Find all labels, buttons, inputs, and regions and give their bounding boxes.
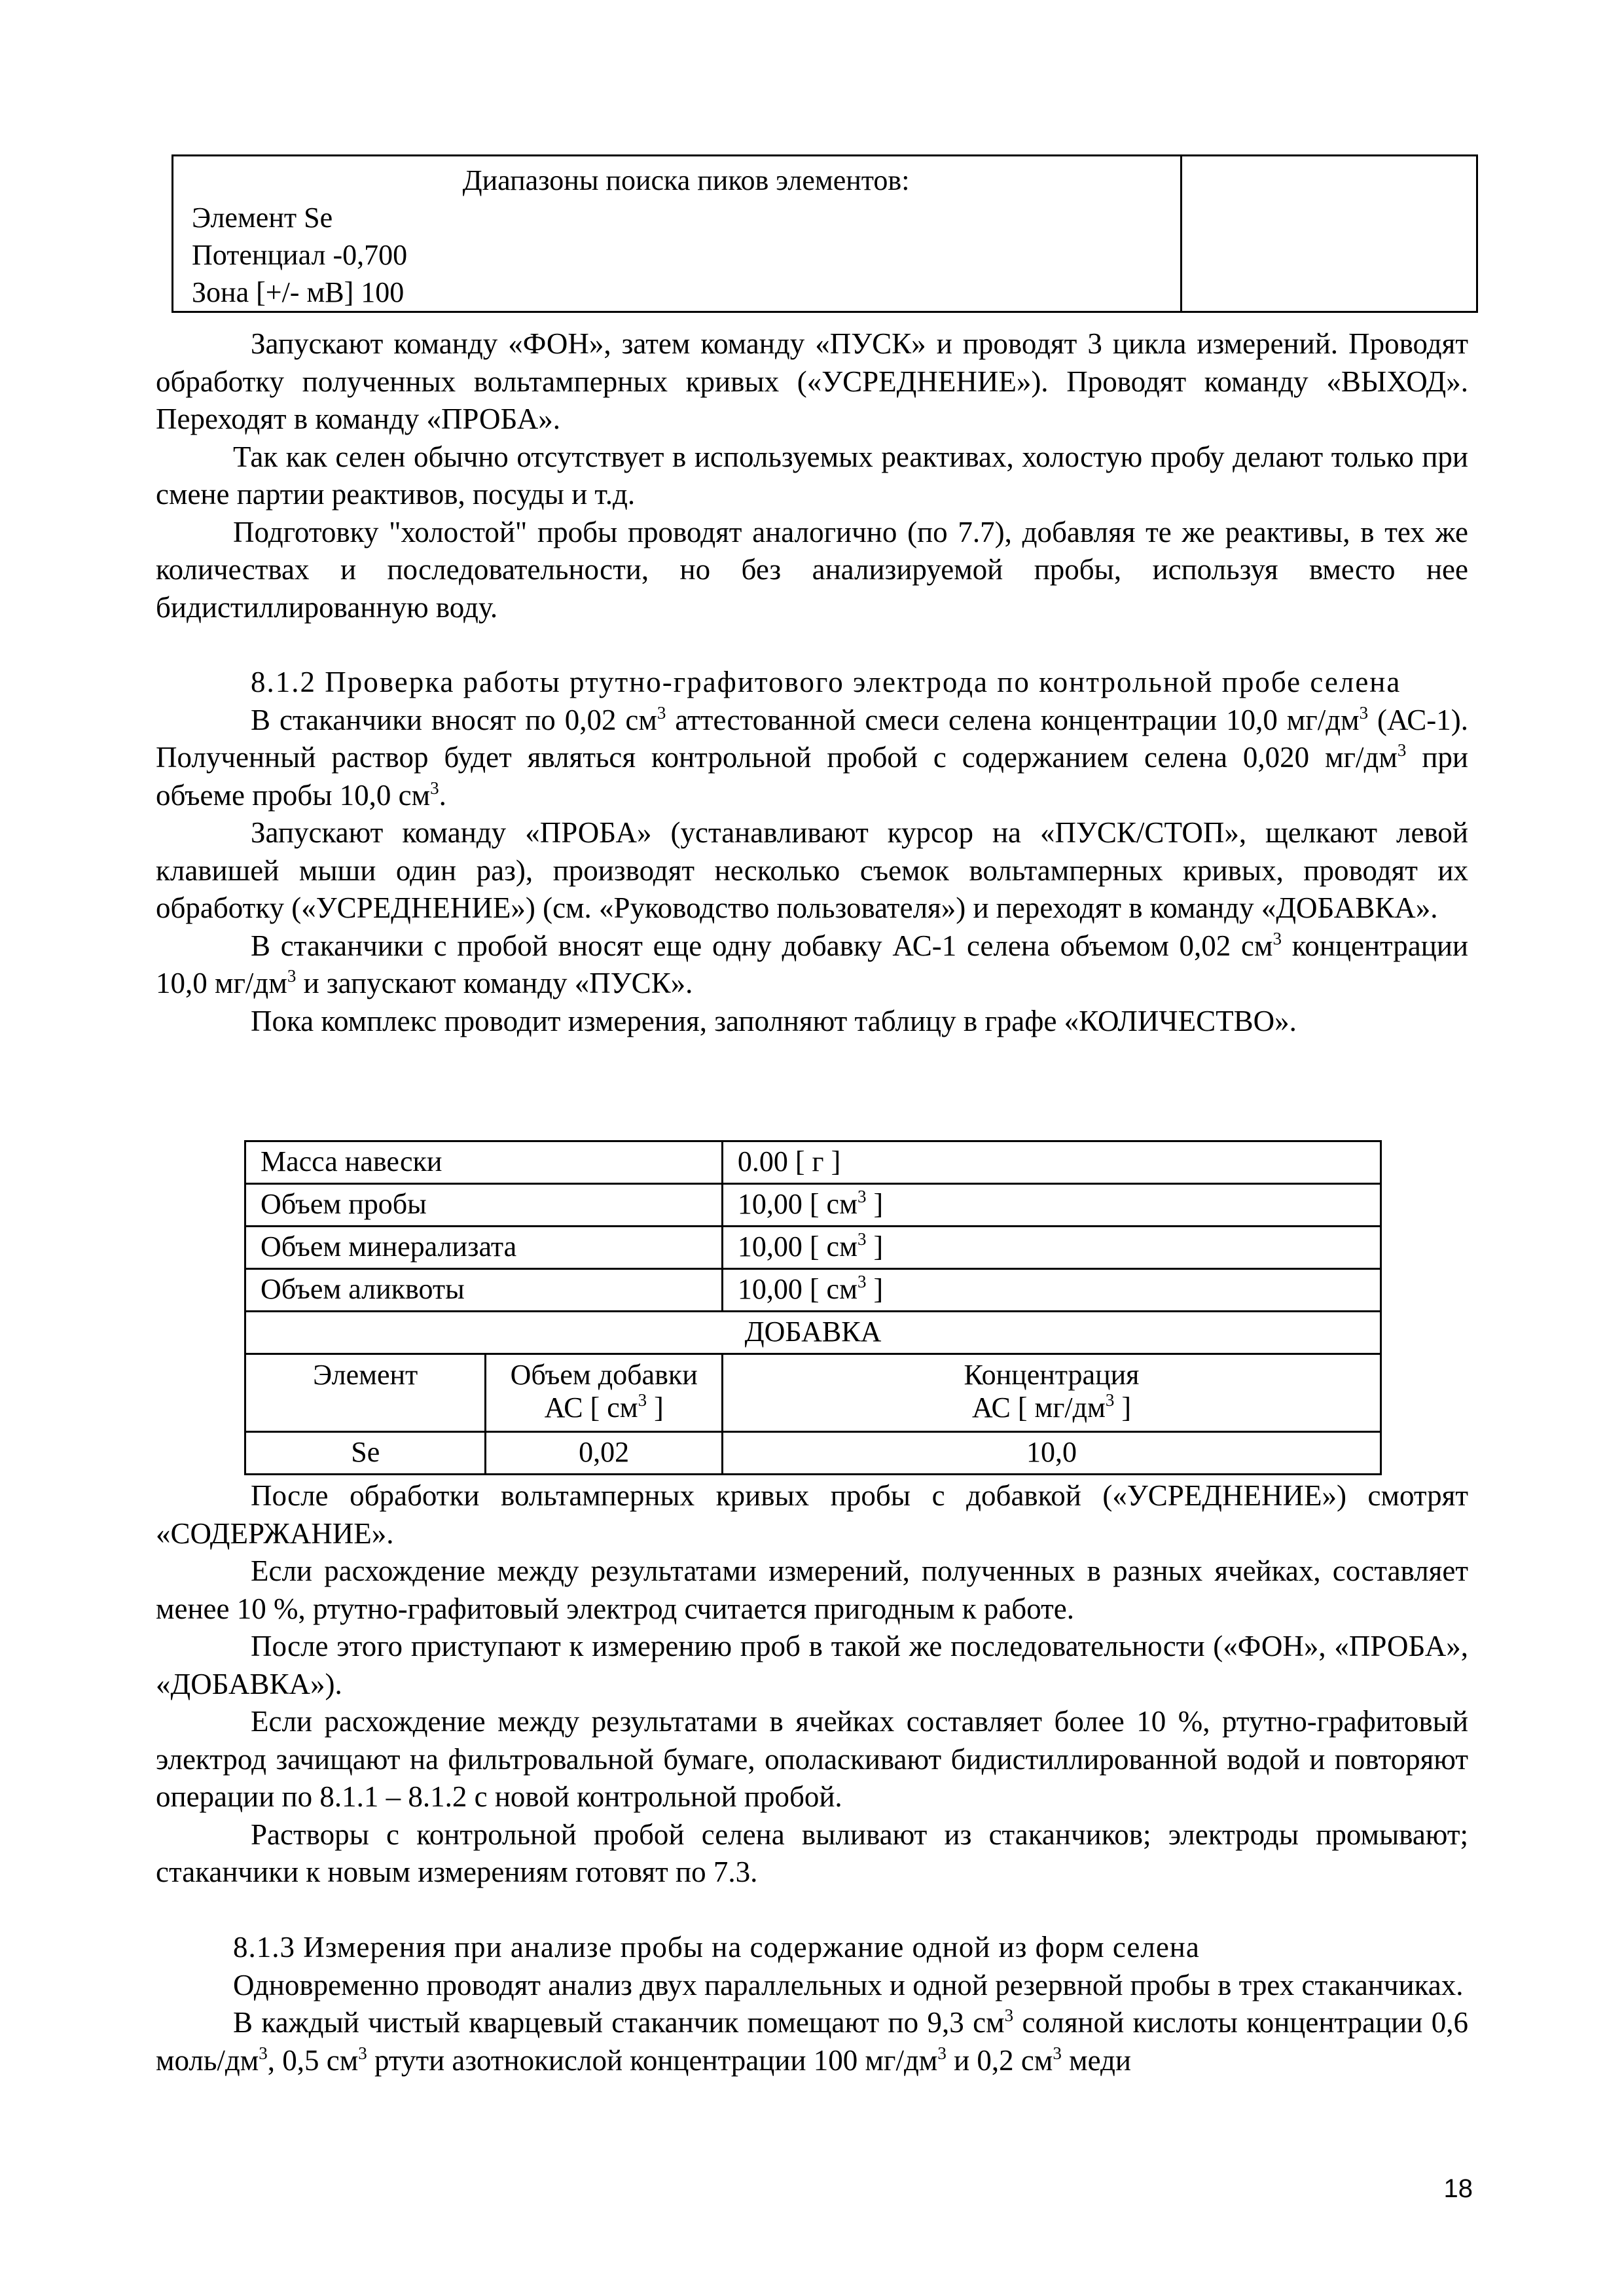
quantity-table	[244, 1140, 1382, 1475]
potential-line: Потенциал -0,700	[192, 239, 408, 271]
paragraph: Подготовку "холостой" пробы проводят аналогично (по 7.7), добавляя те же реактивы, в тех же количествах и последовательности, но без анализируемой пробы, используя вместо нее бидистиллированную воду.	[156, 515, 1468, 624]
mineralizate-volume-label: Объем минерализата	[245, 1227, 723, 1269]
mass-value: 0.00 [ г ]	[722, 1141, 1380, 1184]
paragraph: Пока комплекс проводит измерения, заполняют таблицу в графе «КОЛИЧЕСТВО».	[251, 1004, 1297, 1037]
paragraph: В стаканчики с пробой вносят еще одну добавку АС-1 селена объемом 0,02 $см^3$ концентрации 10,0 $мг/дм^3$ и запускают команду «ПУСК».	[156, 928, 1468, 999]
empty-cell	[1182, 156, 1477, 312]
addition-header: ДОБАВКА	[245, 1312, 1381, 1354]
column-element: Элемент	[245, 1354, 486, 1432]
section-b	[156, 1477, 1468, 1892]
page-number: 18	[1443, 2174, 1473, 2203]
mass-label: Масса навески	[245, 1141, 723, 1184]
table-row	[245, 1141, 1381, 1184]
section-a	[156, 325, 1468, 626]
paragraph: В каждый чистый кварцевый стаканчик помещают по 9,3 $см^3$ соляной кислоты концентрации 0,6 моль/$дм^3$, 0,5 $см^3$ ртути азотнокислой концентрации 100 $мг/дм^3$ и 0,2 $см^3$ меди	[156, 2005, 1468, 2077]
table-row	[245, 1184, 1381, 1227]
cell-volume: 0,02	[486, 1432, 722, 1475]
table-row	[245, 1354, 1381, 1432]
table-row	[245, 1227, 1381, 1269]
paragraph: В стаканчики вносят по 0,02 $см^3$ аттестованной смеси селена концентрации 10,0 $мг/дм^3$ (АС-1). Полученный раствор будет являться контрольной пробой с содержанием селена 0,020 $мг/дм^3$ при объеме пробы 10,0 $см^3$.	[156, 702, 1469, 812]
paragraph: Запускают команду «ПРОБА» (устанавливают курсор на «ПУСК/СТОП», щелкают левой клавишей мыши один раз), производят несколько съемок вольтамперных кривых, проводят их обработку («УСРЕДНЕНИЕ») (см. «Руководство пользователя») и переходят в команду «ДОБАВКА».	[156, 816, 1468, 924]
aliquot-volume-value: 10,00 [ $см^3$ ]	[722, 1269, 1380, 1312]
paragraph: Так как селен обычно отсутствует в используемых реактивах, холостую пробу делают только при смене партии реактивов, посуды и т.д.	[156, 440, 1468, 511]
zone-line: Зона [+/- мВ] 100	[192, 276, 405, 308]
paragraph: Растворы с контрольной пробой селена выливают из стаканчиков; электроды промывают; стаканчики к новым измерениям готовят по 7.3.	[156, 1818, 1468, 1888]
mineralizate-volume-value: 10,00 [ $см^3$ ]	[722, 1227, 1380, 1269]
paragraph: После обработки вольтамперных кривых пробы с добавкой («УСРЕДНЕНИЕ») смотрят «СОДЕРЖАНИЕ».	[156, 1479, 1468, 1550]
table-row	[245, 1269, 1381, 1312]
sample-volume-label: Объем пробы	[245, 1184, 723, 1227]
paragraph: Запускают команду «ФОН», затем команду «ПУСК» и проводят 3 цикла измерений. Проводят обработку полученных вольтамперных кривых («УСРЕДНЕНИЕ»). Проводят команду «ВЫХОД». Переходят в команду «ПРОБА».	[156, 327, 1468, 435]
section-heading: 8.1.2 Проверка работы ртутно-графитового электрода по контрольной пробе селена	[251, 666, 1401, 698]
paragraph: Если расхождение между результатами измерений, полученных в разных ячейках, составляет менее 10 %, ртутно-графитовый электрод считается пригодным к работе.	[156, 1554, 1468, 1625]
table-row	[245, 1432, 1381, 1475]
peak-search-table	[171, 154, 1478, 313]
paragraph: Если расхождение между результатами в ячейках составляет более 10 %, ртутно-графитовый электрод зачищают на фильтровальной бумаге, ополаскивают бидистиллированной водой и повторяют операции по 8.1.1 – 8.1.2 с новой контрольной пробой.	[156, 1705, 1468, 1813]
cell-concentration: 10,0	[722, 1432, 1380, 1475]
table-row	[245, 1312, 1381, 1354]
peak-search-title: Диапазоны поиска пиков элементов:	[462, 164, 910, 196]
paragraph: Одновременно проводят анализ двух параллельных и одной резервной пробы в трех стаканчиках.	[233, 1968, 1464, 2001]
cell-element: Se	[245, 1432, 486, 1475]
section-heading: 8.1.3 Измерения при анализе пробы на содержание одной из форм селена	[233, 1931, 1200, 1964]
aliquot-volume-label: Объем аликвоты	[245, 1269, 723, 1312]
paragraph: После этого приступают к измерению проб в такой же последовательности («ФОН», «ПРОБА», «ДОБАВКА»).	[156, 1630, 1468, 1700]
section-8-1-2	[156, 664, 1468, 1040]
sample-volume-value: 10,00 [ $см^3$ ]	[722, 1184, 1380, 1227]
column-addition-volume: Объем добавки АС [ $см^3$ ]	[486, 1354, 722, 1432]
column-concentration: Концентрация АС [ $мг/дм^3$ ]	[722, 1354, 1380, 1432]
peak-search-cell	[173, 156, 1182, 312]
section-8-1-3	[156, 1929, 1468, 2079]
element-line: Элемент Se	[192, 202, 333, 234]
